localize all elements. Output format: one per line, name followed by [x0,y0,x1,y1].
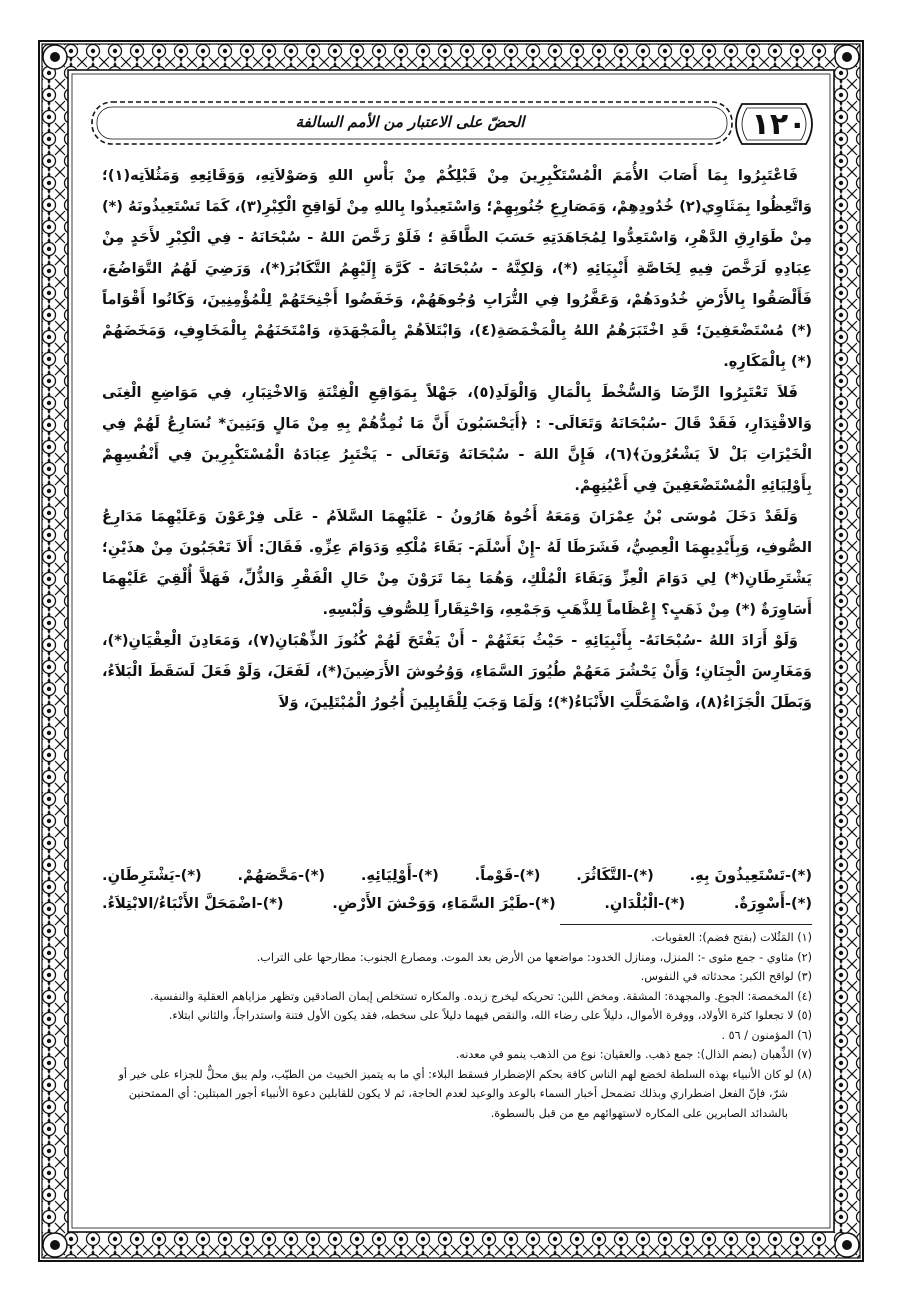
variant-item: (*)-قَوْماً. [474,867,541,884]
variant-row [102,890,812,918]
variant-item: (*)-تَسْتَعِيذُونَ بِهِ. [689,867,812,884]
footnote: (٤) المخمصة: الجوع. والمجهدة: المشقة. ومخض اللبن: تحريكه ليخرج زبده. والمكاره تستخلص إيمان الصادقين وتظهر مزاياهم العقلية والنفسية. [150,989,812,1003]
footnote: (٢) مثاوي - جمع مثوى -: المنزل، ومنازل الخدود: مواضعها من الأرض بعد الموت. ومصارع الجنوب: مطارحها على التراب. [256,950,812,964]
page-number: ١٢٠ [751,106,807,142]
main-text [102,160,812,718]
paragraph: فَلاَ تَعْتَبِرُوا الرِّضَا وَالسُّخْطَ بِالْمَالِ وَالْوَلَدِ(٥)، جَهْلاً بِمَوَاقِعِ الْفِتْنَةِ وَالاخْتِبَارِ، فِي مَوَاضِعِ الْغِنَى وَالاقْتِدَارِ، فَقَدْ قَالَ -سُبْحَانَهُ وَتَعَالَى- : ﴿أَيَحْسَبُونَ أَنَّ مَا نُمِدُّهُمْ بِهِ مِنْ مَالٍ وَبَنِينَ* نُسَارِعُ لَهُمْ فِي الْخَيْرَاتِ بَلْ لاَ يَشْعُرُونَ﴾(٦)، فَإِنَّ اللهَ - سُبْحَانَهُ وَتَعَالَى - يَخْتَبِرُ عِبَادَهُ الْمُسْتَكْبِرِينَ فِي أَنْفُسِهِمْ بِأَوْلِيَائِهِ الْمُسْتَضْعَفِينَ فِي أَعْيُنِهِمْ. [102,384,812,494]
paragraph: وَلَوْ أَرَادَ اللهُ -سُبْحَانَهُ- بِأَنْبِيَائِهِ - حَيْثُ بَعَثَهُمْ - أَنْ يَفْتَحَ لَهُمْ كُنُوزَ الذِّهْبَانِ(٧)، وَمَعَادِنَ الْعِقْيَانِ(*)، وَمَغَارِسَ الْجِنَانِ؛ وَأَنْ يَحْشُرَ مَعَهُمْ طُيُورَ السَّمَاءِ، وَوُحُوشَ الأَرَضِينَ(*)، لَفَعَلَ، وَلَوْ فَعَلَ لَسَقَطَ الْبَلاَءُ، وَبَطَلَ الْجَزَاءُ(٨)، وَاضْمَحَلَّتِ الأَنْبَاءُ(*)؛ وَلَمَا وَجَبَ لِلْقَابِلِينَ أُجُورُ الْمُبْتَلِينَ، وَلاَ [102,632,812,711]
footnote: (٨) لو كان الأنبياء بهذه السلطة لخضع لهم الناس كافة بحكم الإضطرار فسقط البلاء: أي ما به يتميز الخبيث من الطيّب، ولم يبق محلٌّ للجزاء على خير أو شرّ، فإنّ الفعل اضطراري وبذلك تضمحل أخبار السماء بالوعد والوعيد لعدم الحاجة، ثم لا يكون للقابلين دعوة الأنبياء أجور المبتلين: أي الممتحنين بالشدائد الصابرين على المكاره لاستهوائهم مع من قبل بالسطوة. [118,1067,812,1120]
paragraph: وَلَقَدْ دَخَلَ مُوسَى بْنُ عِمْرَانَ وَمَعَهُ أَخُوهُ هَارُونُ - عَلَيْهِمَا السَّلاَمُ - عَلَى فِرْعَوْنَ وَعَلَيْهِمَا مَدَارِعُ الصُّوفِ، وَبِأَيْدِيهِمَا الْعِصِيُّ، فَشَرَطَا لَهُ -إِنْ أَسْلَمَ- بَقَاءَ مُلْكِهِ وَدَوَامَ عِزِّهِ. فَقَالَ: أَلاَ تَعْجَبُونَ مِنْ هذَيْنِ؛ يَشْتَرِطَانِ(*) لِي دَوَامَ الْعِزِّ وَبَقَاءَ الْمُلْكِ، وَهُمَا بِمَا تَرَوْنَ مِنْ حَالِ الْفَقْرِ وَالذُّلِّ، فَهَلاَّ أُلْقِيَ عَلَيْهِمَا أَسَاوِرَةٌ (*) مِنْ ذَهَبٍ؟ إِعْظَاماً لِلذَّهَبِ وَجَمْعِهِ، وَاحْتِقَاراً لِلصُّوفِ وَلُبْسِهِ. [102,508,812,618]
footnote: (٥) لا تجعلوا كثرة الأولاد، ووفرة الأموال، دليلاً على رضاء الله، والنقص فيهما دليلاً على سخطه، فقد يكون الأول فتنة واستدراجاً، والثاني ابتلاء. [168,1009,812,1022]
footnote: (٣) لواقح الكبر: محدثاته في النفوس. [640,970,812,983]
footnote: (٦) المؤمنون / ٥٦ . [721,1028,812,1042]
page-header [90,98,820,150]
variant-row [102,862,812,890]
variant-item: (*)-مَحَّصَهُمْ. [237,867,326,884]
footnote: (٧) الذِّهبان (بضم الذال): جمع ذهب. والعقيان: نوع من الذهب ينمو في معدنه. [455,1048,812,1061]
variant-item: (*)-أَسْوِرَةٌ. [733,895,812,912]
variant-readings [102,862,812,918]
variant-item: (*)-أَوْلِيَائِهِ. [360,867,439,884]
footnotes [102,928,812,1123]
variant-item: (*)-طَيْرَ السَّمَاءِ، وَوَحْشَ الأَرْضِ. [332,895,556,912]
chapter-title: الحضّ على الاعتبار من الأمم السالفة [295,113,525,131]
variant-item: (*)-الْبُلْدَانِ. [604,895,686,912]
variant-item: (*)-التَّكَاثُرَ. [576,867,654,884]
footnote: (١) المَثُلات (بفتح فضم): العقوبات. [651,931,812,944]
paragraph: فَاعْتَبِرُوا بِمَا أَصَابَ الأُمَمَ الْمُسْتَكْبِرِينَ مِنْ قَبْلِكُمْ مِنْ بَأْسِ اللهِ وَصَوْلاَتِهِ، وَوَقَائِعِهِ وَمَثُلاَتِه(١)؛ وَاتَّعِظُوا بِمَثَاوِي(٢) خُدُودِهِمْ، وَمَصَارِعِ جُنُوبِهِمْ؛ وَاسْتَعِيذُوا بِاللهِ مِنْ لَوَاقِحِ الْكِبْرِ(٣)، كَمَا تَسْتَعِيذُونَهُ (*) مِنْ طَوَارِقِ الدَّهْرِ، وَاسْتَعِدُّوا لِمُجَاهَدَتِهِ حَسَبَ الطَّاقَةِ ؛ فَلَوْ رَخَّصَ اللهُ - سُبْحَانَهُ - فِي الْكِبْرِ لأَحَدٍ مِنْ عِبَادِهِ لَرَخَّصَ فِيهِ لِخَاصَّةِ أَنْبِيَائِهِ (*)، وَلكِنَّهُ - سُبْحَانَهُ - كَرَّهَ إِلَيْهِمُ التَّكَابُرَ(*)، وَرَضِيَ لَهُمُ التَّوَاضُعَ، فَأَلْصَقُوا بِالأَرْضِ خُدُودَهُمْ، وَعَفَّرُوا فِي التُّرَابِ وُجُوهَهُمْ، وَخَفَضُوا أَجْنِحَتَهُمْ لِلْمُؤْمِنِينَ، وَكَانُوا أَقْوَاماً (*) مُسْتَضْعَفِينَ؛ قَدِ اخْتَبَرَهُمُ اللهُ بِالْمَخْمَصَةِ(٤)، وَابْتَلاَهُمْ بِالْمَجْهَدَةِ، وَامْتَحَنَهُمْ بِالْمَخَاوِفِ، وَمَخَضَهُمْ (*) بِالْمَكَارِهِ. [102,167,813,370]
footnote-separator [560,924,812,925]
variant-item: (*)-يَشْتَرِطَانِ. [102,867,202,884]
variant-item: (*)-اضْمَحَلَّ الأَنْبَاءُ/الابْتِلاَءُ. [102,895,284,912]
